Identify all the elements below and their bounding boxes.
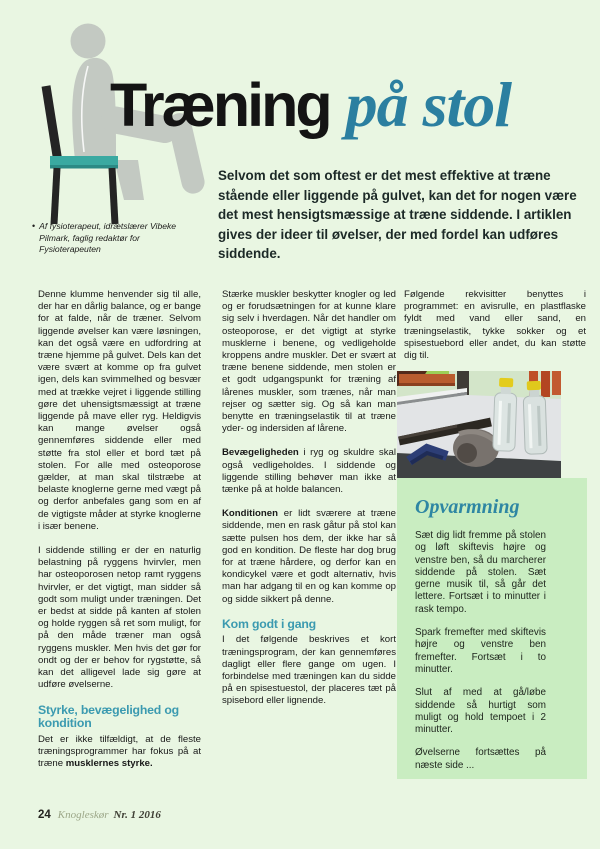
- byline-text: Af fysioterapeut, idrætslærer Vibeke Pilmark, faglig redaktør for Fysioterapeuten: [39, 221, 177, 254]
- paragraph: Følgende rekvisitter benyttes i programmet: en avisrulle, en plastflaske fyldt med vand eller sand, en træningselastik, tykke sokker og et spisestuebord eller andet, du kan støtte dig til.: [404, 289, 586, 362]
- warmup-box: [397, 478, 587, 779]
- warmup-paragraph: Sæt dig lidt fremme på stolen og løft skiftevis højre og venstre ben, så du marcherer siddende på stolen. Sæt gerne musik til, så går det lettere. Fortsæt i to minutter i rask tempo.: [415, 530, 546, 615]
- paragraph-text: er lidt sværere at træne siddende, men en rask gåtur på stol kan sætte pulsen hos dem, der ikke har så god en kondition. De fleste har dog brug for at træne hårdere, og derfor kan en kondicykel være et godt alternativ, hvis man har adgang til en og kan komme op og sidde sikkert på denne.: [222, 508, 396, 605]
- article-title: [110, 68, 511, 142]
- warmup-paragraph: Øvelserne fortsættes på næste side ...: [415, 747, 546, 771]
- paragraph-text: i ryg og skuldre skal også vedligeholdes. I siddende og liggende stilling behøver man ikke at tænke på at holde balancen.: [222, 447, 396, 496]
- paragraph: [38, 734, 201, 771]
- title-main: Træning: [110, 71, 330, 139]
- page-footer: [38, 809, 161, 821]
- paragraph: I siddende stilling er der en naturlig belastning på ryggens hvirvler, men har osteoporosen netop ramt ryggens hvirvler, er det vigtigt, man sidder så godt som muligt under træningen. Det er bedst at sidde på kanten af stolen og holde ryggen så ret som muligt, for på den måde træner man også ryggens muskler. Men hvis det gør for ondt og der er behov for rygstøtte, så kan det alligevel lade sig gøre at udføre øvelserne.: [38, 545, 201, 691]
- issue-label: Nr. 1 2016: [113, 809, 161, 821]
- paragraph-text: Det er ikke tilfældigt, at de fleste træningsprogrammer har fokus på at træne: [38, 733, 201, 769]
- section-heading-kom-godt-i-gang: Kom godt i gang: [222, 616, 316, 631]
- magazine-name: Knogleskør: [57, 809, 109, 821]
- page-number: 24: [38, 809, 51, 821]
- paragraph-bold-text: Bevægeligheden: [222, 447, 299, 459]
- warmup-text: [415, 530, 546, 772]
- paragraph: [222, 447, 396, 496]
- column-1: [38, 289, 201, 770]
- paragraph: I det følgende beskrives et kort træningsprogram, der kan gennemføres dagligt eller flere gange om ugen. I forbindelse med træningen kan du sidde på en spisestuestol, der placeres tæt på spisebord eller lignende.: [222, 634, 396, 707]
- paragraph: Stærke muskler beskytter knogler og led og er forudsætningen for at kunne klare sig selv i hverdagen. Når det handler om osteoporose, er det vigtigt at styrke musklerne i benene, og vedligeholde kroppens andre muskler. Det er svært at træne benene siddende, men stolen er et godt udgangspunkt for træning af lårenes muskler, som trænes, når man rejser og sætter sig. Og så kan man benytte en træningselastik til at træne yder- og indersiden af lårene.: [222, 289, 396, 435]
- paragraph: [222, 508, 396, 606]
- paragraph-bold-text: musklernes styrke.: [65, 757, 153, 769]
- chair: [46, 86, 58, 162]
- equipment-photo: [397, 371, 561, 478]
- warmup-paragraph: Spark fremefter med skiftevis højre og venstre ben fremefter. Fortsæt i to minutter.: [415, 627, 546, 675]
- intro-paragraph: Selvom det som oftest er det mest effektive at træne stående eller liggende på gulvet, kan det for nogen være det mest hensigtsmæssige at træne siddende. I artiklen gives der ideer til øvelser, der med fordel kan udføres siddende.: [218, 168, 577, 262]
- title-accent: på stol: [345, 69, 512, 140]
- warmup-paragraph: Slut af med at gå/løbe siddende så hurtigt som muligt og hold tempoet i 2 minutter.: [415, 687, 546, 736]
- paragraph: Denne klumme henvender sig til alle, der har en dårlig balance, og er bange for at falde, når de træner. Selvom liggende øvelser kan være løsningen, kan det også være en udfordring at træne hjemme på gulvet. Dels kan det være svært at komme op fra gulvet igen, dels kan svimmelhed og besvær med at trække vejret i liggende stilling gøre det uhensigtsmæssigt at træne liggende på mave eller ryg. Heldigvis kan mange øvelser også gennemføres siddende eller med støtte fra stol eller et bord tæt på stolen. For alle med osteoporose gælder, at man skal tilstræbe at belaste knoglerne gerne med vægt på og derfor anbefales gang som en af de vigtigste måder at styrke knoglerne i især benene.: [38, 289, 201, 532]
- column-2: [222, 289, 396, 770]
- byline-bullet: •: [32, 221, 36, 231]
- section-heading-styrke: Styrke, bevægelighed og kondition: [38, 702, 179, 730]
- byline: [32, 221, 192, 256]
- warmup-heading: Opvarmning: [415, 496, 520, 518]
- paragraph-bold-text: Konditionen: [222, 508, 278, 520]
